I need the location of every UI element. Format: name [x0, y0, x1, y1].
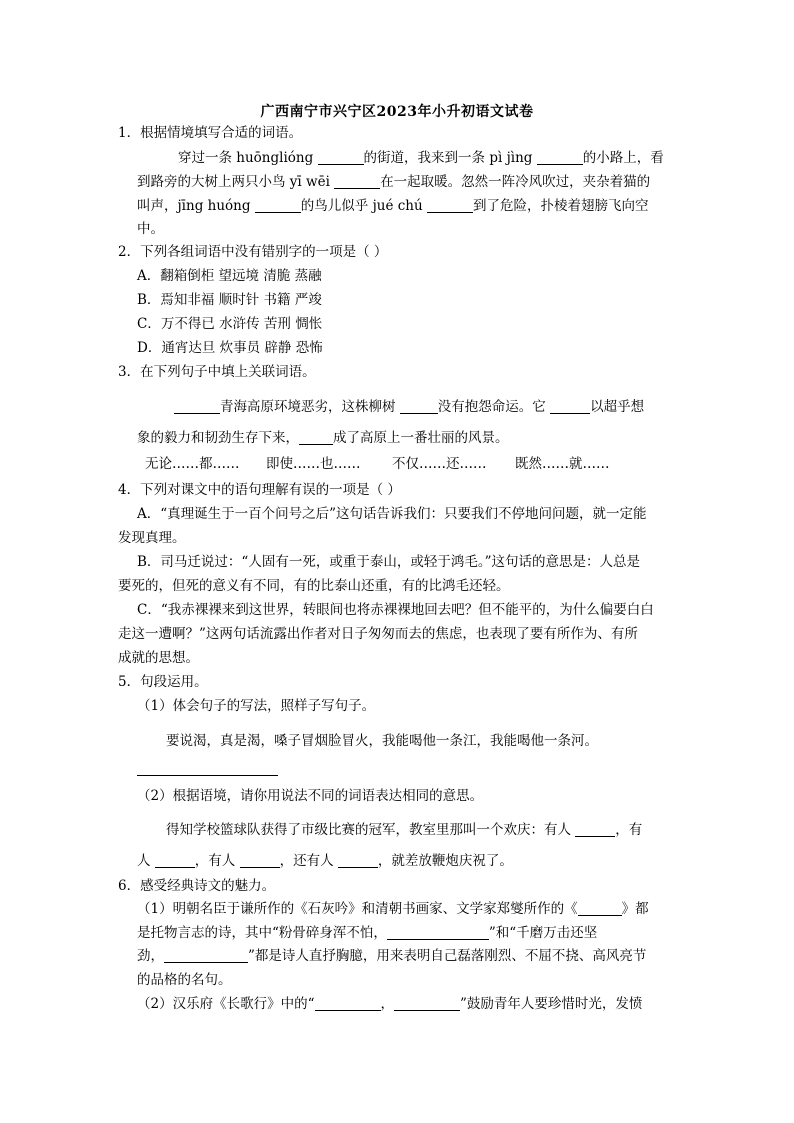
q5-line-1	[166, 821, 642, 839]
answer-blank[interactable]	[550, 399, 590, 414]
answer-blank[interactable]	[299, 430, 333, 445]
q3-text: 青海高原环境恶劣，这株柳树	[220, 399, 400, 415]
q3-heading: 3．在下列句子中填上关联词语。	[118, 364, 316, 380]
q1-text: 的小路上，看	[582, 150, 664, 166]
q3-text: 没有抱怨命运。它	[437, 399, 551, 415]
q2-option-d[interactable]: D．通宵达旦 炊事员 辟静 恐怖	[137, 340, 323, 356]
q5-text: ，还有人	[279, 853, 338, 869]
q6-text: （2）汉乐府《长歌行》中的“	[137, 996, 315, 1012]
q6-text: （1）明朝名臣于谦所作的《石灰吟》和清朝书画家、文学家郑燮所作的《	[137, 901, 578, 917]
q6-text: ”都是诗人直抒胸臆，用来表明自己磊落刚烈、不屈不挠、高风亮节	[248, 948, 647, 964]
q1-text: 的街道，我来到一条 pì jìng	[363, 150, 537, 166]
q4-option-b-cont: 要死的，但死的意义有不同，有的比泰山还重，有的比鸿毛还轻。	[118, 578, 510, 594]
q5-line-2	[137, 852, 513, 870]
q5-text: ，有人	[194, 853, 240, 869]
q5-text: 得知学校篮球队获得了市级比赛的冠军，教室里那叫一个欢庆：有人	[166, 822, 576, 838]
q3-text: 以超乎想	[590, 399, 645, 415]
q1-text: 的鸟儿似乎 jué chú	[300, 198, 427, 214]
q3-text: 象的毅力和韧劲生存下来，	[137, 430, 299, 446]
q6-text: ”和“千磨万击还坚	[488, 925, 598, 941]
q3-option-1: 无论……都……	[145, 456, 240, 472]
q2-option-c[interactable]: C．万不得已 水浒传 苦刑 惆怅	[137, 316, 323, 332]
q6-line-1	[137, 900, 649, 918]
q4-option-a[interactable]: A．“真理诞生于一百个问号之后”这句话告诉我们：只要我们不停地问问题，就一定能	[137, 506, 647, 522]
q1-line-1	[178, 149, 664, 167]
q6-text: ”鼓励青年人要珍惜时光，发愤	[460, 996, 643, 1012]
q2-option-b[interactable]: B．焉知非福 顺时针 书籍 严竣	[137, 292, 322, 308]
q1-line-3	[137, 197, 648, 215]
q5-heading: 5．句段运用。	[118, 674, 208, 690]
q6-line-4: 的品格的名句。	[137, 972, 232, 988]
q6-text: ，	[380, 996, 394, 1012]
answer-line[interactable]	[137, 775, 278, 776]
answer-blank[interactable]	[240, 853, 280, 868]
q6-text: 劲，	[137, 948, 164, 964]
answer-blank[interactable]	[400, 399, 438, 414]
answer-blank[interactable]	[394, 996, 460, 1011]
q3-line-1	[174, 398, 644, 416]
q4-option-c-cont: 走这一遭啊？”这两句话流露出作者对日子匆匆而去的焦虑，也表现了要有所作为、有所	[118, 626, 638, 642]
q1-text: 到路旁的大树上两只小鸟 yī wēi	[137, 174, 335, 190]
q3-option-3: 不仅……还……	[392, 456, 487, 472]
q1-line-4: 中。	[137, 221, 164, 237]
answer-blank[interactable]	[155, 853, 195, 868]
answer-blank[interactable]	[255, 198, 301, 213]
q4-option-a-cont: 发现真理。	[118, 530, 186, 546]
q6-text: 是托物言志的诗，其中“粉骨碎身浑不怕，	[137, 925, 387, 941]
answer-blank[interactable]	[427, 198, 473, 213]
answer-blank[interactable]	[334, 174, 380, 189]
page-title: 广西南宁市兴宁区2023年小升初语文试卷	[260, 104, 534, 120]
q1-line-2	[137, 173, 650, 191]
q5-sub-2: （2）根据语境，请你用说法不同的词语表达相同的意思。	[137, 788, 484, 804]
q4-option-b[interactable]: B．司马迁说过：“人固有一死，或重于泰山，或轻于鸿毛。”这句话的意思是：人总是	[137, 554, 640, 570]
answer-blank[interactable]	[164, 948, 248, 963]
q4-option-c[interactable]: C．“我赤裸裸来到这世界，转眼间也将赤裸裸地回去吧？但不能平的，为什么偏要白白	[137, 602, 654, 618]
q2-heading: 2．下列各组词语中没有错别字的一项是（ ）	[118, 244, 388, 260]
q4-option-c-cont2: 成就的思想。	[118, 650, 199, 666]
q6-heading: 6．感受经典诗文的魅力。	[118, 878, 276, 894]
answer-blank[interactable]	[537, 150, 583, 165]
answer-blank[interactable]	[575, 822, 615, 837]
q3-option-4: 既然……就……	[515, 456, 610, 472]
q1-heading: 1．根据情境填写合适的词语。	[118, 125, 303, 141]
q5-text: ，就差放鞭炮庆祝了。	[377, 853, 513, 869]
q5-text: 人	[137, 853, 155, 869]
q6-line-2	[137, 924, 597, 942]
q5-example: 要说渴，真是渴，嗓子冒烟脸冒火，我能喝他一条江，我能喝他一条河。	[166, 733, 598, 749]
q6-line-3	[137, 947, 646, 965]
q5-text: ，有	[615, 822, 643, 838]
q1-text: 在一起取暖。忽然一阵冷风吹过，夹杂着猫的	[380, 174, 651, 190]
q1-text: 穿过一条 huōnglióng	[178, 150, 318, 166]
q6-line-5	[137, 995, 642, 1013]
q6-text: 》都	[621, 901, 649, 917]
q1-text: 叫声，jīng huóng	[137, 198, 255, 214]
q1-text: 到了危险，扑棱着翅膀飞向空	[472, 198, 649, 214]
answer-blank[interactable]	[315, 996, 381, 1011]
answer-blank[interactable]	[338, 853, 378, 868]
q3-line-2	[137, 429, 509, 447]
q3-text: 成了高原上一番壮丽的风景。	[333, 430, 509, 446]
q3-option-2: 即使……也……	[266, 456, 361, 472]
q4-heading: 4．下列对课文中的语句理解有误的一项是（ ）	[118, 482, 401, 498]
answer-blank[interactable]	[174, 399, 220, 414]
answer-blank[interactable]	[387, 925, 489, 940]
answer-blank[interactable]	[318, 150, 364, 165]
answer-blank[interactable]	[578, 901, 622, 916]
q5-sub-1: （1）体会句子的写法，照样子写句子。	[137, 698, 376, 714]
q2-option-a[interactable]: A．翻箱倒柜 望远境 清脆 蒸融	[137, 268, 322, 284]
